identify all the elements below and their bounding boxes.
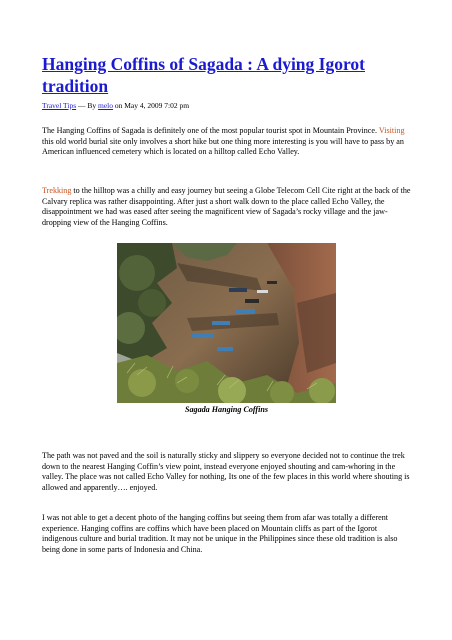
paragraph-4: I was not able to get a decent photo of the hanging coffins but seeing them from afar was totally a different experience. Hanging coffins are coffins which have been placed on Mountain cliffs as part of the Igorot indigenous culture and burial tradition. It may not be unique in the Philippines since these old tradition is also being done in some parts of Indonesia and China. [42,513,398,554]
p1-text-start: The Hanging Coffins of Sagada is definitely one of the most popular tourist spot in Mountain Province. [42,126,379,135]
p1-text-end: this old world burial site only involves a short hike but one thing more interesting is you will have to pass by an American influenced cemetery which is located on a hilltop called Echo Valley. [42,136,404,157]
meta-by-text: — By [76,101,99,110]
article-title-link[interactable]: Hanging Coffins of Sagada : A dying Igorot tradition [42,54,366,96]
p2-text: to the hilltop was a chilly and easy journey but seeing a Globe Telecom Cell Cite right at the back of the Calvary replica was rather disappointing. After just a short walk down to the place called Echo Valley, the disappointment we had was eased after seeing the magnificent view of Sagada’s rocky village and the jaw-dropping view of the Hanging Coffins. [42,186,411,227]
meta-date-text: on May 4, 2009 7:02 pm [113,101,190,110]
paragraph-2 [42,186,414,228]
hanging-coffins-photo [117,243,336,403]
category-link[interactable]: Travel Tips [42,101,77,110]
article-meta [42,101,189,110]
paragraph-3: The path was not paved and the soil is naturally sticky and slippery so everyone decided not to continue the trek down to the nearest Hanging Coffin’s view point, instead everyone enjoyed shouting and cam-whoring in the valley. The place was not called Echo Valley for nothing, Its one of the few places in this world where shouting is allowed and apparently…. enjoyed. [42,451,410,492]
photo-caption: Sagada Hanging Coffins [184,405,269,414]
author-link[interactable]: melo [98,101,114,110]
paragraph-1 [42,126,414,158]
keyword-visiting-link[interactable]: Visiting [378,126,405,135]
keyword-trekking-link[interactable]: Trekking [42,186,72,195]
